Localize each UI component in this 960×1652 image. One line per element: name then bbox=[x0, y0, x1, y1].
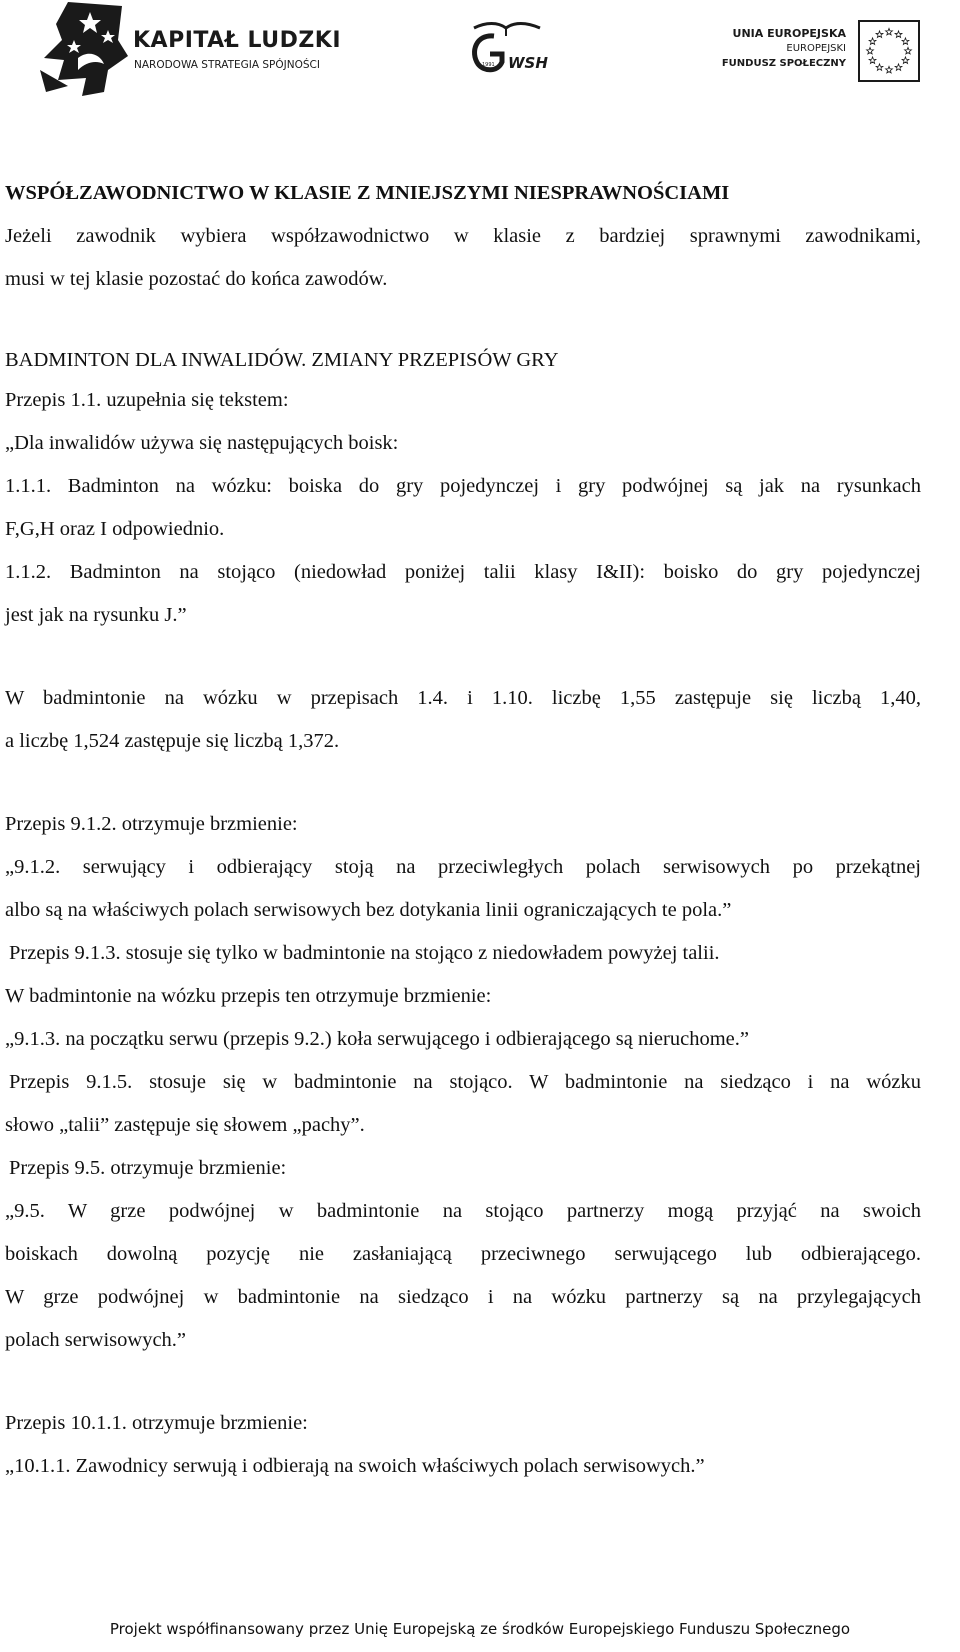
kapital-ludzki-title: KAPITAŁ LUDZKI bbox=[133, 28, 342, 53]
kapital-ludzki-subtitle: NARODOWA STRATEGIA SPÓJNOŚCI bbox=[134, 59, 320, 71]
paragraph-line: Przepis 1.1. uzupełnia się tekstem: bbox=[5, 389, 289, 411]
paragraph-line: W badmintonie na wózku przepis ten otrzymuje brzmienie: bbox=[5, 985, 492, 1007]
paragraph-line: Przepis 9.5. otrzymuje brzmienie: bbox=[9, 1157, 287, 1179]
paragraph-line: 1.1.1. Badminton na wózku: boiska do gry pojedynczej i gry podwójnej są jak na rysunkach bbox=[5, 475, 921, 497]
paragraph-line: Przepis 9.1.3. stosuje się tylko w badmintonie na stojąco z niedowładem powyżej talii. bbox=[9, 942, 720, 964]
paragraph-line: Przepis 9.1.5. stosuje się w badmintonie na stojąco. W badmintonie na siedząco i na wózku bbox=[9, 1071, 921, 1093]
eu-line-union: UNIA EUROPEJSKA bbox=[732, 27, 846, 40]
wsh-logo bbox=[464, 18, 550, 76]
eu-flag-icon bbox=[858, 20, 920, 82]
paragraph-line: musi w tej klasie pozostać do końca zawodów. bbox=[5, 268, 388, 290]
document-body bbox=[5, 172, 921, 1488]
paragraph-line: „9.5. W grze podwójnej w badmintonie na stojąco partnerzy mogą przyjąć na swoich bbox=[5, 1200, 921, 1222]
kapital-ludzki-logo bbox=[38, 0, 342, 96]
section-heading: BADMINTON DLA INWALIDÓW. ZMIANY PRZEPISÓW GRY bbox=[5, 349, 559, 371]
paragraph-line: Jeżeli zawodnik wybiera współzawodnictwo w klasie z bardziej sprawnymi zawodnikami, bbox=[5, 225, 921, 247]
paragraph-line: Przepis 9.1.2. otrzymuje brzmienie: bbox=[5, 813, 298, 835]
paragraph-line: boiskach dowolną pozycję nie zasłaniającą przeciwnego serwującego lub odbierającego. bbox=[5, 1243, 921, 1265]
paragraph-line: Przepis 10.1.1. otrzymuje brzmienie: bbox=[5, 1412, 308, 1434]
paragraph-line: F,G,H oraz I odpowiednio. bbox=[5, 518, 225, 540]
wsh-year: 1991 bbox=[482, 62, 495, 68]
paragraph-line: słowo „talii” zastępuje się słowem „pachy”. bbox=[5, 1114, 365, 1136]
page-footer: Projekt współfinansowany przez Unię Europejską ze środków Europejskiego Funduszu Społecznego bbox=[109, 1620, 851, 1638]
eu-logo bbox=[700, 20, 930, 82]
paragraph-line: „9.1.3. na początku serwu (przepis 9.2.) koła serwującego i odbierającego są nieruchome.” bbox=[5, 1028, 749, 1050]
paragraph-line: jest jak na rysunku J.” bbox=[5, 604, 187, 626]
kapital-ludzki-mark-icon bbox=[38, 0, 130, 96]
paragraph-line: „9.1.2. serwujący i odbierający stoją na przeciwległych polach serwisowych po przekątnej bbox=[5, 856, 921, 878]
eu-line-european: EUROPEJSKI bbox=[786, 43, 846, 54]
paragraph-line: W badmintonie na wózku w przepisach 1.4. i 1.10. liczbę 1,55 zastępuje się liczbą 1,40, bbox=[5, 687, 921, 709]
eu-text bbox=[722, 26, 846, 71]
paragraph-line: „Dla inwalidów używa się następujących boisk: bbox=[5, 432, 399, 454]
section-heading: WSPÓŁZAWODNICTWO W KLASIE Z MNIEJSZYMI NIESPRAWNOŚCIAMI bbox=[5, 182, 730, 204]
paragraph-line: „10.1.1. Zawodnicy serwują i odbierają na swoich właściwych polach serwisowych.” bbox=[5, 1455, 705, 1477]
page-header bbox=[0, 0, 960, 110]
paragraph-line: a liczbę 1,524 zastępuje się liczbą 1,372. bbox=[5, 730, 340, 752]
paragraph-line: W grze podwójnej w badmintonie na siedząco i na wózku partnerzy są na przylegających bbox=[5, 1286, 921, 1308]
paragraph-line: 1.1.2. Badminton na stojąco (niedowład poniżej talii klasy I&II): boisko do gry pojedynczej bbox=[5, 561, 921, 583]
paragraph-line: polach serwisowych.” bbox=[5, 1329, 187, 1351]
wsh-label: WSH bbox=[508, 54, 548, 72]
eu-line-fund: FUNDUSZ SPOŁECZNY bbox=[721, 58, 846, 69]
paragraph-line: albo są na właściwych polach serwisowych bez dotykania linii ograniczających te pola.” bbox=[5, 899, 732, 921]
